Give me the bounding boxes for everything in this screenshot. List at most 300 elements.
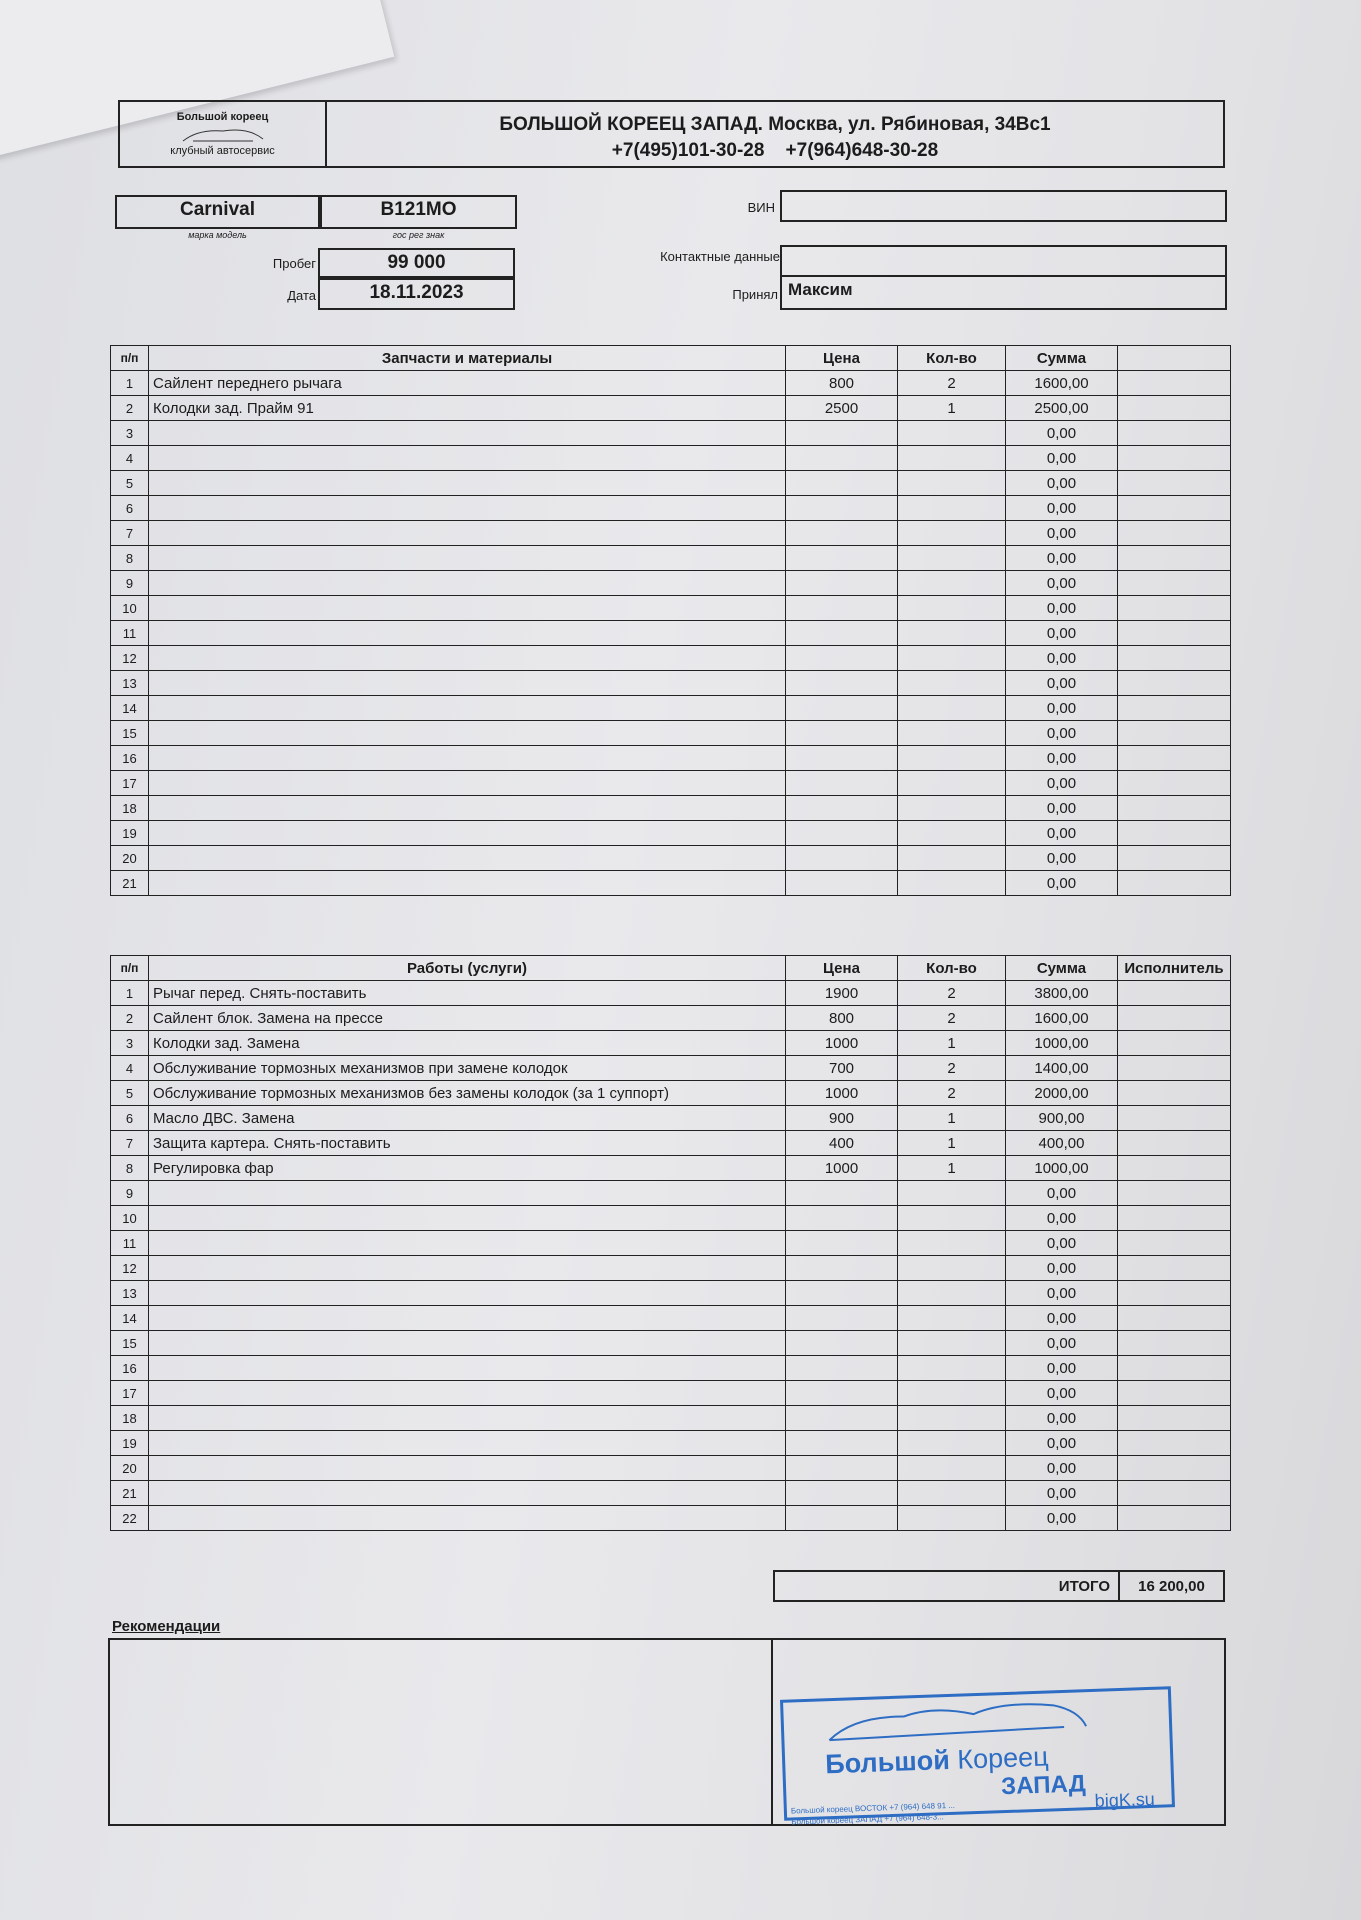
plate-caption: гос рег знак (392, 230, 445, 240)
row-extra (1118, 1306, 1231, 1331)
row-qty (898, 471, 1006, 496)
row-number: 10 (111, 1206, 149, 1231)
parts-row (111, 721, 1231, 746)
row-sum: 0,00 (1006, 1206, 1118, 1231)
row-price (786, 646, 898, 671)
row-name (149, 546, 786, 571)
row-qty: 1 (898, 1031, 1006, 1056)
mileage-label: Пробег (272, 256, 316, 271)
row-qty (898, 821, 1006, 846)
row-extra (1118, 521, 1231, 546)
row-extra (1118, 721, 1231, 746)
row-sum: 2000,00 (1006, 1081, 1118, 1106)
row-sum: 0,00 (1006, 1331, 1118, 1356)
row-qty: 1 (898, 1106, 1006, 1131)
row-extra (1118, 1506, 1231, 1531)
row-name (149, 446, 786, 471)
row-number: 3 (111, 421, 149, 446)
recommendations-label: Рекомендации (112, 1618, 221, 1635)
row-name: Сайлент блок. Замена на прессе (149, 1006, 786, 1031)
row-number: 4 (111, 446, 149, 471)
row-sum: 0,00 (1006, 421, 1118, 446)
model-field: Carnival (115, 195, 320, 229)
row-qty: 2 (898, 1056, 1006, 1081)
works-row (111, 1031, 1231, 1056)
company-logo (120, 102, 327, 166)
works-row (111, 1181, 1231, 1206)
row-number: 14 (111, 696, 149, 721)
row-number: 7 (111, 1131, 149, 1156)
row-name (149, 1431, 786, 1456)
row-extra (1118, 421, 1231, 446)
row-number: 12 (111, 1256, 149, 1281)
row-qty (898, 446, 1006, 471)
row-qty (898, 671, 1006, 696)
recommendations-box (108, 1638, 773, 1826)
stamp-footer-1: Большой кореец ВОСТОК +7 (964) 648 91 ... (790, 1800, 956, 1816)
row-price: 2500 (786, 396, 898, 421)
row-sum: 0,00 (1006, 696, 1118, 721)
row-sum: 0,00 (1006, 821, 1118, 846)
row-sum: 900,00 (1006, 1106, 1118, 1131)
parts-row (111, 696, 1231, 721)
parts-header-row (111, 346, 1231, 371)
row-extra (1118, 696, 1231, 721)
row-name (149, 846, 786, 871)
row-name: Масло ДВС. Замена (149, 1106, 786, 1131)
works-row (111, 1056, 1231, 1081)
row-number: 5 (111, 1081, 149, 1106)
row-price: 800 (786, 1006, 898, 1031)
parts-row (111, 796, 1231, 821)
row-qty (898, 1181, 1006, 1206)
row-sum: 0,00 (1006, 471, 1118, 496)
row-qty (898, 1456, 1006, 1481)
row-extra (1118, 1331, 1231, 1356)
row-name (149, 571, 786, 596)
row-number: 9 (111, 1181, 149, 1206)
row-price (786, 1331, 898, 1356)
row-price (786, 1406, 898, 1431)
row-price (786, 1356, 898, 1381)
row-name (149, 1356, 786, 1381)
row-extra (1118, 1406, 1231, 1431)
total-value: 16 200,00 (1138, 1577, 1205, 1595)
row-price: 1000 (786, 1031, 898, 1056)
row-number: 20 (111, 1456, 149, 1481)
row-sum: 0,00 (1006, 1256, 1118, 1281)
row-number: 6 (111, 1106, 149, 1131)
row-extra (1118, 1281, 1231, 1306)
row-name (149, 496, 786, 521)
row-qty (898, 571, 1006, 596)
row-sum: 0,00 (1006, 446, 1118, 471)
parts-row (111, 771, 1231, 796)
row-sum: 1400,00 (1006, 1056, 1118, 1081)
row-price: 800 (786, 371, 898, 396)
row-number: 15 (111, 1331, 149, 1356)
parts-row (111, 371, 1231, 396)
parts-row (111, 571, 1231, 596)
row-sum: 0,00 (1006, 1381, 1118, 1406)
row-name (149, 596, 786, 621)
row-name (149, 1506, 786, 1531)
row-number: 10 (111, 596, 149, 621)
row-number: 12 (111, 646, 149, 671)
row-extra (1118, 446, 1231, 471)
row-qty (898, 1481, 1006, 1506)
works-row (111, 1406, 1231, 1431)
row-qty (898, 1306, 1006, 1331)
row-sum: 0,00 (1006, 596, 1118, 621)
row-sum: 0,00 (1006, 1306, 1118, 1331)
date-field: 18.11.2023 (318, 278, 515, 310)
logo-name: Большой кореец (176, 111, 269, 123)
row-sum: 0,00 (1006, 1281, 1118, 1306)
row-qty (898, 696, 1006, 721)
row-sum: 2500,00 (1006, 396, 1118, 421)
mileage-field: 99 000 (318, 248, 515, 278)
row-qty (898, 1431, 1006, 1456)
col-works: Работы (услуги) (149, 956, 786, 981)
row-qty (898, 1231, 1006, 1256)
row-sum: 0,00 (1006, 646, 1118, 671)
row-extra (1118, 1131, 1231, 1156)
works-row (111, 1006, 1231, 1031)
row-sum: 3800,00 (1006, 981, 1118, 1006)
row-qty (898, 1356, 1006, 1381)
row-number: 13 (111, 1281, 149, 1306)
row-name (149, 646, 786, 671)
row-name (149, 1206, 786, 1231)
row-price (786, 1181, 898, 1206)
row-qty (898, 596, 1006, 621)
row-number: 5 (111, 471, 149, 496)
works-row (111, 1306, 1231, 1331)
row-price (786, 1481, 898, 1506)
works-row (111, 1431, 1231, 1456)
row-price (786, 596, 898, 621)
row-price (786, 1431, 898, 1456)
row-name (149, 671, 786, 696)
row-price (786, 1231, 898, 1256)
row-price (786, 1506, 898, 1531)
row-extra (1118, 1456, 1231, 1481)
row-qty (898, 521, 1006, 546)
row-extra (1118, 396, 1231, 421)
row-number: 3 (111, 1031, 149, 1056)
row-qty (898, 421, 1006, 446)
row-sum: 1000,00 (1006, 1156, 1118, 1181)
row-extra (1118, 1356, 1231, 1381)
company-phones: +7(495)101-30-28 +7(964)648-30-28 (611, 140, 939, 161)
row-name (149, 421, 786, 446)
works-row (111, 1356, 1231, 1381)
row-extra (1118, 371, 1231, 396)
row-sum: 0,00 (1006, 771, 1118, 796)
parts-row (111, 671, 1231, 696)
row-number: 17 (111, 1381, 149, 1406)
row-qty (898, 1381, 1006, 1406)
row-name (149, 746, 786, 771)
row-extra (1118, 846, 1231, 871)
header (118, 100, 1225, 168)
row-price (786, 871, 898, 896)
row-name: Рычаг перед. Снять-поставить (149, 981, 786, 1006)
row-name: Регулировка фар (149, 1156, 786, 1181)
parts-row (111, 646, 1231, 671)
parts-table (110, 345, 1231, 896)
row-number: 17 (111, 771, 149, 796)
date-label: Дата (287, 288, 316, 303)
total-row (773, 1570, 1225, 1602)
row-price (786, 796, 898, 821)
row-sum: 0,00 (1006, 671, 1118, 696)
parts-row (111, 496, 1231, 521)
row-name: Обслуживание тормозных механизмов при замене колодок (149, 1056, 786, 1081)
row-qty: 1 (898, 396, 1006, 421)
row-price (786, 496, 898, 521)
row-extra (1118, 496, 1231, 521)
row-name (149, 1381, 786, 1406)
row-qty (898, 621, 1006, 646)
vin-field (780, 190, 1227, 222)
row-extra (1118, 1231, 1231, 1256)
car-logo-icon (178, 123, 268, 145)
row-sum: 1600,00 (1006, 371, 1118, 396)
row-qty: 1 (898, 1131, 1006, 1156)
row-price (786, 1381, 898, 1406)
logo-tagline: клубный автосервис (170, 145, 275, 157)
contact-field (780, 245, 1227, 277)
col-sum: Сумма (1006, 956, 1118, 981)
row-price: 1000 (786, 1156, 898, 1181)
row-price: 1900 (786, 981, 898, 1006)
row-number: 1 (111, 371, 149, 396)
row-extra (1118, 1206, 1231, 1231)
col-price: Цена (786, 346, 898, 371)
works-row (111, 981, 1231, 1006)
row-name (149, 1306, 786, 1331)
row-name (149, 871, 786, 896)
row-name (149, 1181, 786, 1206)
row-qty (898, 771, 1006, 796)
row-name (149, 621, 786, 646)
row-extra (1118, 1381, 1231, 1406)
row-price: 400 (786, 1131, 898, 1156)
row-sum: 0,00 (1006, 1481, 1118, 1506)
total-label: ИТОГО (775, 1572, 1120, 1600)
row-price (786, 1256, 898, 1281)
row-qty (898, 721, 1006, 746)
row-sum: 0,00 (1006, 721, 1118, 746)
parts-row (111, 746, 1231, 771)
row-name (149, 1231, 786, 1256)
works-row (111, 1506, 1231, 1531)
row-sum: 0,00 (1006, 546, 1118, 571)
row-number: 13 (111, 671, 149, 696)
col-parts: Запчасти и материалы (149, 346, 786, 371)
row-qty (898, 796, 1006, 821)
row-number: 11 (111, 1231, 149, 1256)
parts-row (111, 621, 1231, 646)
works-table (110, 955, 1231, 1531)
row-sum: 0,00 (1006, 1456, 1118, 1481)
row-price (786, 621, 898, 646)
row-extra (1118, 646, 1231, 671)
works-row (111, 1331, 1231, 1356)
row-extra (1118, 871, 1231, 896)
row-number: 18 (111, 1406, 149, 1431)
row-number: 16 (111, 1356, 149, 1381)
row-sum: 0,00 (1006, 496, 1118, 521)
row-qty: 2 (898, 1006, 1006, 1031)
works-header-row (111, 956, 1231, 981)
row-price: 1000 (786, 1081, 898, 1106)
row-extra (1118, 821, 1231, 846)
row-number: 19 (111, 821, 149, 846)
row-qty (898, 646, 1006, 671)
stamp-footer-2: Большой кореец ЗАПАД +7 (964) 648-3... (791, 1812, 944, 1827)
row-price (786, 471, 898, 496)
row-extra (1118, 471, 1231, 496)
row-name (149, 521, 786, 546)
row-name: Защита картера. Снять-поставить (149, 1131, 786, 1156)
row-price (786, 571, 898, 596)
row-extra (1118, 746, 1231, 771)
parts-row (111, 596, 1231, 621)
row-sum: 0,00 (1006, 521, 1118, 546)
row-price (786, 1206, 898, 1231)
row-qty (898, 746, 1006, 771)
row-extra (1118, 621, 1231, 646)
works-row (111, 1281, 1231, 1306)
col-number: п/п (111, 956, 149, 981)
row-number: 21 (111, 1481, 149, 1506)
row-price (786, 546, 898, 571)
parts-row (111, 421, 1231, 446)
row-sum: 0,00 (1006, 1406, 1118, 1431)
row-number: 2 (111, 396, 149, 421)
row-qty (898, 871, 1006, 896)
row-qty (898, 546, 1006, 571)
row-number: 2 (111, 1006, 149, 1031)
row-extra (1118, 546, 1231, 571)
plate-field: В121МО (320, 195, 517, 229)
row-extra (1118, 1081, 1231, 1106)
works-row (111, 1206, 1231, 1231)
row-extra (1118, 1006, 1231, 1031)
stamp-text-2: Кореец (956, 1741, 1050, 1775)
row-name: Колодки зад. Прайм 91 (149, 396, 786, 421)
vin-label: ВИН (747, 200, 775, 215)
parts-row (111, 821, 1231, 846)
row-number: 16 (111, 746, 149, 771)
row-sum: 0,00 (1006, 1231, 1118, 1256)
row-price (786, 446, 898, 471)
row-number: 22 (111, 1506, 149, 1531)
parts-row (111, 446, 1231, 471)
row-price (786, 1281, 898, 1306)
stamp-text-3: ЗАПАД (1000, 1770, 1087, 1801)
row-price (786, 821, 898, 846)
accepted-field: Максим (780, 275, 1227, 310)
stamp-site: bigK.su (1094, 1788, 1156, 1811)
row-number: 19 (111, 1431, 149, 1456)
row-qty (898, 1206, 1006, 1231)
row-price (786, 521, 898, 546)
works-row (111, 1131, 1231, 1156)
row-extra (1118, 671, 1231, 696)
row-price: 700 (786, 1056, 898, 1081)
col-sum: Сумма (1006, 346, 1118, 371)
row-name (149, 1331, 786, 1356)
row-number: 6 (111, 496, 149, 521)
row-qty (898, 496, 1006, 521)
row-number: 18 (111, 796, 149, 821)
row-sum: 0,00 (1006, 746, 1118, 771)
works-row (111, 1081, 1231, 1106)
row-name (149, 1256, 786, 1281)
row-sum: 0,00 (1006, 1356, 1118, 1381)
row-name (149, 796, 786, 821)
row-sum: 0,00 (1006, 1181, 1118, 1206)
company-stamp (780, 1686, 1175, 1827)
parts-row (111, 846, 1231, 871)
row-extra (1118, 1181, 1231, 1206)
row-price (786, 721, 898, 746)
row-number: 7 (111, 521, 149, 546)
row-qty (898, 846, 1006, 871)
row-extra (1118, 1031, 1231, 1056)
row-number: 11 (111, 621, 149, 646)
row-name: Сайлент переднего рычага (149, 371, 786, 396)
row-extra (1118, 1431, 1231, 1456)
row-sum: 0,00 (1006, 871, 1118, 896)
row-qty (898, 1406, 1006, 1431)
row-number: 20 (111, 846, 149, 871)
accepted-label: Принял (732, 287, 778, 302)
row-extra (1118, 1106, 1231, 1131)
col-executor: Исполнитель (1118, 956, 1231, 981)
row-qty (898, 1281, 1006, 1306)
row-extra (1118, 1156, 1231, 1181)
row-number: 15 (111, 721, 149, 746)
row-name (149, 721, 786, 746)
col-number: п/п (111, 346, 149, 371)
row-price (786, 1306, 898, 1331)
row-name (149, 771, 786, 796)
works-row (111, 1456, 1231, 1481)
parts-row (111, 871, 1231, 896)
row-number: 4 (111, 1056, 149, 1081)
parts-row (111, 471, 1231, 496)
row-price (786, 1456, 898, 1481)
row-sum: 1000,00 (1006, 1031, 1118, 1056)
works-row (111, 1481, 1231, 1506)
row-extra (1118, 796, 1231, 821)
row-price (786, 746, 898, 771)
row-sum: 0,00 (1006, 796, 1118, 821)
row-name: Колодки зад. Замена (149, 1031, 786, 1056)
row-extra (1118, 1481, 1231, 1506)
row-number: 21 (111, 871, 149, 896)
row-qty (898, 1331, 1006, 1356)
works-row (111, 1256, 1231, 1281)
row-sum: 0,00 (1006, 846, 1118, 871)
row-name (149, 471, 786, 496)
row-price (786, 846, 898, 871)
